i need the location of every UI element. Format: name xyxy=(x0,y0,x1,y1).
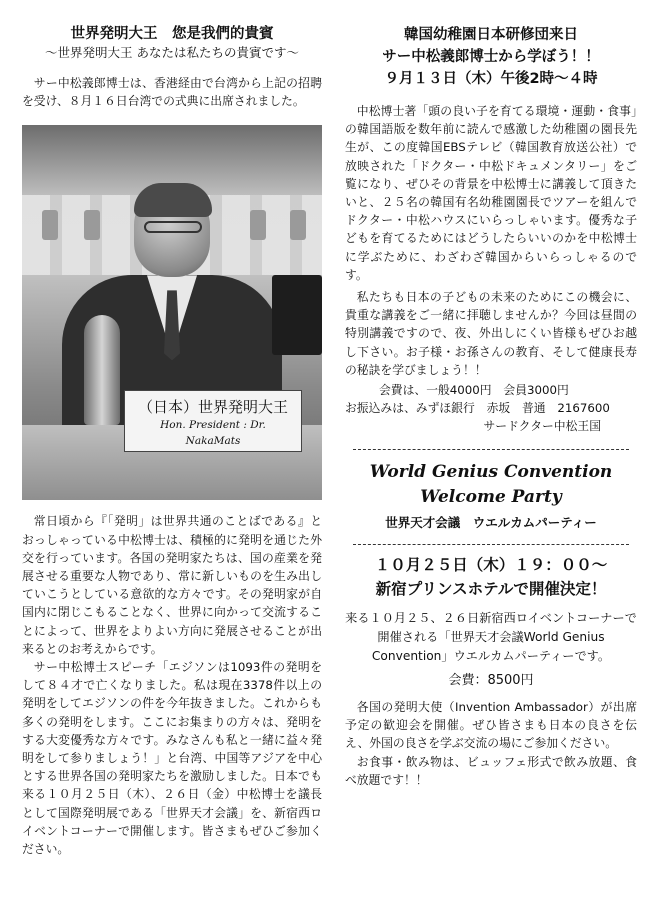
nameplate-title: （日本）世界発明大王 xyxy=(137,398,288,417)
chair-shape xyxy=(84,210,100,240)
event-title-script-2: Welcome Party xyxy=(420,487,562,508)
left-subtitle: 〜世界発明大王 あなたは私たちの貴賓です〜 xyxy=(45,45,299,60)
event-title-japanese: 世界天才会議 ウエルカムパーティー xyxy=(385,515,597,531)
event-price: 会費：8500円 xyxy=(448,673,534,689)
conference-photo xyxy=(22,125,322,500)
left-column xyxy=(22,0,322,858)
laptop-shape xyxy=(272,275,322,355)
event-date: １０月２５日（木）１９：００〜 xyxy=(374,556,608,575)
bank-account-name: サードクター中松王国 xyxy=(483,419,601,434)
wine-glass-shape xyxy=(84,315,120,425)
right-paragraph-3: 各国の発明大使（Invention Ambassador）が出席予定の歓迎会を開催。ぜひ皆さまも日本の良さを伝え、外国の良さを学ぶ交流の場にご参加ください。 xyxy=(345,700,637,751)
right-paragraph-2: 私たちも日本の子どもの未来のためにこの機会に、貴重な講義をご一緒に拝聴しませんか？今回は昼間の特別講義ですので、夜、外出しにくい皆様もぜひお越し下さい。お子様・お孫さんの教育、そして健康長寿の秘訣を学びましょう！！ xyxy=(345,290,637,377)
chair-shape xyxy=(250,210,266,240)
event-description xyxy=(345,609,637,666)
right-paragraph-4: お食事・飲み物は、ビュッフェ形式で飲み放題、食べ放題です！！ xyxy=(345,754,637,787)
nameplate-subtitle: Hon. President : Dr. NakaMats xyxy=(160,419,266,448)
chair-shape xyxy=(290,210,306,240)
event-description-line: Convention」ウエルカムパーティーです。 xyxy=(371,649,611,664)
event-title-script-1: World Genius Convention xyxy=(369,462,613,483)
fee-line: 会費は、一般4000円 会員3000円 xyxy=(379,383,569,398)
divider xyxy=(353,544,629,545)
person-hair-shape xyxy=(134,183,212,217)
chair-shape xyxy=(42,210,58,240)
right-title-3: ９月１３日（木）午後2時〜４時 xyxy=(384,71,598,87)
event-description-line: 開催される「世界天才会議World Genius xyxy=(377,630,605,645)
right-title-1: 韓国幼稚園日本研修団来日 xyxy=(404,27,578,43)
right-column xyxy=(345,0,637,789)
left-paragraph-3: サー中松博士スピーチ「エジソンは1093件の発明をして８４才で亡くなりました。私は現在3378件以上の発明をしてエジソンの件を今年抜きました。これからも多くの発明をします。ここにお集まりの方々は、発明をする大変優秀な方々です。みなさんも私と一緒に益々発明をして参りましょう！」と台湾、中国等アジアを中心とする世界各国の発明家たちを激励しました。日本でも来る１０月２５日（木）、２６日（金）中松博士を議長として国際発明展である「世界天才会議」を、新宿西ロイベントコーナーで開催します。皆さまもぜひご参加ください。 xyxy=(22,660,322,857)
divider xyxy=(353,449,629,450)
event-description-line: 来る１０月２５、２６日新宿西ロイベントコーナーで xyxy=(345,611,637,626)
event-place: 新宿プリンスホテルで開催決定！ xyxy=(375,580,607,599)
person-glasses-shape xyxy=(144,221,202,233)
right-paragraph-1: 中松博士著「頭の良い子を育てる環境・運動・食事」の韓国語版を数年前に読んで感激した幼稚園の園長先生が、この度韓国EBSテレビ（韓国教育放送公社）で放映された「ドクター・中松ドキュメンタリー」をご覧になり、ぜひその背景を中松博士に講義して頂きたいと、２５名の韓国有名幼稚園園長でツアーを組んでドクター・中松ハウスにいらっしゃいます。優秀な子どもを育てるためにはどうしたらいいのかを中松博士に学ぶために、わざわざ韓国からいらっしゃるのです。 xyxy=(345,104,637,282)
right-title-2: サー中松義郎博士から学ぼう！！ xyxy=(382,49,600,65)
nameplate xyxy=(124,390,302,452)
left-intro: サー中松義郎博士は、香港経由で台湾から上記の招聘を受け、８月１６日台湾での式典に出席されました。 xyxy=(22,76,322,109)
left-paragraph-2: 常日頃から『「発明」は世界共通のことばである』とおっしゃっている中松博士は、積極的に発明を通じた外交を行っています。各国の発明家たちは、国の産業を発展させる重要な人物であり、常に新しいものを生み出していこうとしている意欲的な方々です。その発明家が自国内に閉じこもることなく、世界に向かって交流することによって、世界をよりよい方向に発展させることが出来るとのお考えからです。 xyxy=(22,514,322,656)
left-title: 世界発明大王 您是我們的貴賓 xyxy=(70,26,274,42)
bank-line: お振込みは、みずほ銀行 赤坂 普通 2167600 xyxy=(345,401,610,416)
